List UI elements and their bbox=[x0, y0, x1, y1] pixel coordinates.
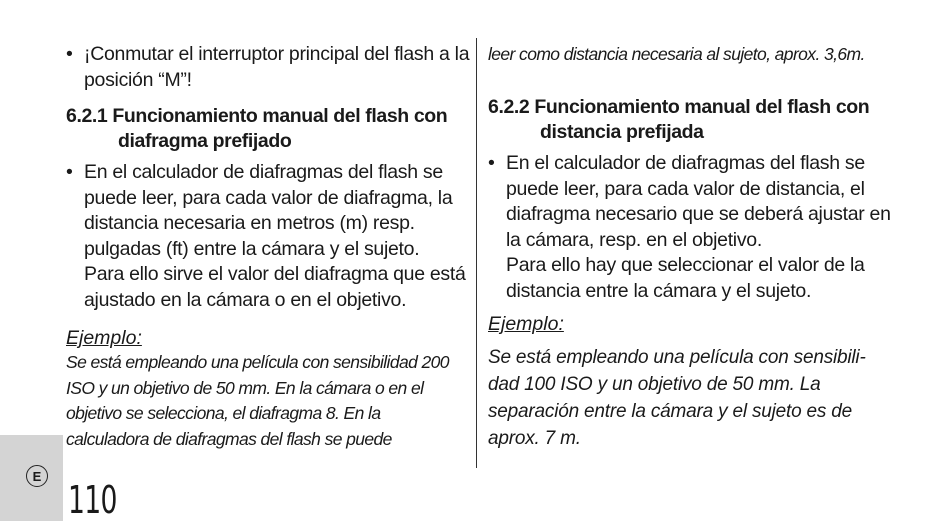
section-number: 6.2.2 bbox=[488, 96, 530, 118]
section-title-line1: Funcionamiento manual del flash con bbox=[112, 105, 448, 127]
intro-bullet: • ¡Conmutar el interruptor principal del flash a la posición “M”! bbox=[66, 42, 484, 93]
example-text: Se está empleando una película con sensibilidad 200 ISO y un objetivo de 50 mm. En la cámara o en el objetivo se selecciona, el diafragma 8. En la calculadora de diafragmas del flash se puede bbox=[66, 352, 449, 449]
section-heading-6-2-2 bbox=[488, 95, 908, 145]
section-title-line1: Funcionamiento manual del flash con bbox=[534, 96, 870, 118]
continued-example-text: leer como distancia necesaria al sujeto, aprox. 3,6m. bbox=[488, 44, 865, 64]
column-divider bbox=[476, 38, 477, 468]
example-label: Ejemplo: bbox=[488, 313, 564, 335]
example-label: Ejemplo: bbox=[66, 327, 142, 349]
language-indicator: E bbox=[26, 465, 48, 487]
section-heading-6-2-1 bbox=[66, 104, 466, 154]
section1-bullet: • En el calculador de diafragmas del flash se puede leer, para cada valor de diafragma, la distancia necesaria en metros (m) resp. pulgadas (ft) entre la cámara y el sujeto. Para ello sirve el valor del diafragma que está ajustado en la cámara o en el objetivo. bbox=[66, 160, 478, 313]
section-title-line2: distancia prefijada bbox=[540, 121, 704, 143]
page-number: 110 bbox=[68, 478, 117, 522]
section-title-line2: diafragma prefijado bbox=[118, 130, 292, 152]
section-number: 6.2.1 bbox=[66, 105, 108, 127]
section2-bullet: • En el calculador de diafragmas del flash se puede leer, para cada valor de distancia, el diafragma necesario que se deberá ajustar en la cámara, resp. en el objetivo. Para ello hay que seleccionar el valor de la distancia entre la cámara y el sujeto. bbox=[488, 151, 906, 304]
example-text: Se está empleando una película con sensibili-dad 100 ISO y un objetivo de 50 mm. La separación entre la cámara y el sujeto es de aprox. 7 m. bbox=[488, 347, 866, 449]
